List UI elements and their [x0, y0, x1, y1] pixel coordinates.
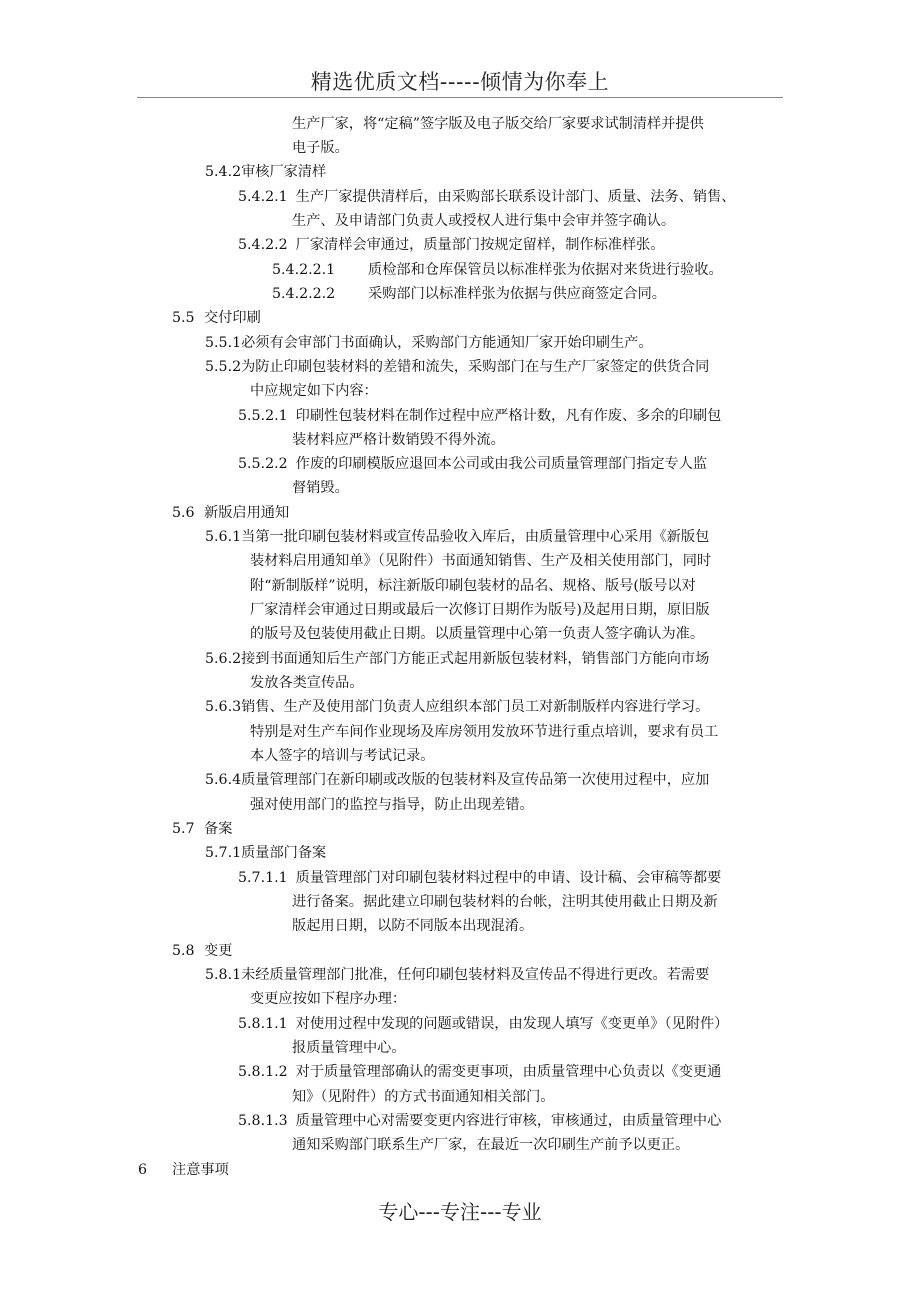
section-5-8-1-1 — [238, 1012, 728, 1036]
section-number: 5.8.1.1 — [238, 1016, 288, 1032]
page-header: 精选优质文档-----倾情为你奉上 — [310, 70, 610, 94]
paragraph-line: 厂家清样会审通过日期或最后一次修订日期作为版号)及起用日期，原旧版 — [250, 602, 710, 618]
paragraph-line: 印刷性包装材料在制作过程中应严格计数，凡有作废、多余的印刷包 — [295, 408, 722, 424]
section-number: 5.8 — [172, 943, 195, 959]
section-5-6-2 — [205, 647, 709, 671]
section-heading: 审核厂家清样 — [241, 164, 327, 180]
paragraph-line: 厂家清样会审通过，质量部门按规定留样，制作标准样张。 — [295, 237, 665, 253]
section-5-5-2-1 — [238, 404, 721, 428]
section-5-4-2-2-1 — [272, 258, 723, 282]
paragraph-line: 中应规定如下内容： — [250, 383, 378, 399]
paragraph-line: 装材料应严格计数销毁不得外流。 — [292, 432, 505, 448]
section-number: 5.8.1.2 — [238, 1064, 288, 1080]
section-heading: 注意事项 — [172, 1162, 229, 1178]
section-number: 5.6.4 — [205, 772, 242, 788]
paragraph-line: 报质量管理中心。 — [292, 1040, 406, 1056]
section-number: 5.8.1 — [205, 967, 242, 983]
section-5-4-2-2 — [238, 233, 665, 257]
section-5-5-2-2 — [238, 452, 707, 476]
paragraph-line: 对于质量管理部确认的需变更事项，由质量管理中心负责以《变更通 — [295, 1064, 722, 1080]
section-number: 5.7 — [172, 821, 195, 837]
section-5-6-1 — [205, 525, 709, 549]
paragraph-line: 电子版。 — [292, 140, 349, 156]
paragraph-line: 通知采购部门联系生产厂家，在最近一次印刷生产前予以更正。 — [292, 1137, 690, 1153]
section-5-5-1 — [205, 331, 653, 355]
paragraph-line: 知》（见附件）的方式书面通知相关部门。 — [292, 1089, 555, 1105]
section-5-8-1-2 — [238, 1060, 721, 1084]
paragraph-line: 质量管理中心对需要变更内容进行审核，审核通过，由质量管理中心 — [295, 1113, 722, 1129]
section-5-6-3 — [205, 695, 709, 719]
paragraph-line: 销售、生产及使用部门负责人应组织本部门员工对新制版样内容进行学习。 — [241, 699, 710, 715]
paragraph-line: 生产厂家提供清样后，由采购部长联系设计部门、质量、法务、销售、 — [295, 189, 736, 205]
page-footer: 专心---专注---专业 — [378, 1200, 542, 1224]
paragraph-line: 质量管理部门对印刷包装材料过程中的申请、设计稿、会审稿等都要 — [295, 870, 722, 886]
paragraph-line: 版起用日期，以防不同版本出现混淆。 — [292, 918, 534, 934]
section-5-8-1 — [205, 963, 709, 987]
paragraph-line: 接到书面通知后生产部门方能正式起用新版包装材料，销售部门方能向市场 — [241, 651, 710, 667]
section-number: 6 — [138, 1162, 148, 1178]
section-5-6-4 — [205, 768, 709, 792]
section-number: 5.7.1 — [205, 845, 242, 861]
section-number: 5.6.3 — [205, 699, 242, 715]
paragraph-line: 强对使用部门的监控与指导，防止出现差错。 — [250, 797, 534, 813]
paragraph-line: 对使用过程中发现的问题或错误，由发现人填写《变更单》（见附件） — [295, 1016, 729, 1032]
section-heading: 交付印刷 — [204, 310, 261, 326]
paragraph-line: 质量管理部门在新印刷或改版的包装材料及宣传品第一次使用过程中，应加 — [241, 772, 710, 788]
section-number: 5.6 — [172, 505, 195, 521]
section-number: 5.5.2.1 — [238, 408, 288, 424]
paragraph-line: 作废的印刷模版应退回本公司或由我公司质量管理部门指定专人监 — [295, 456, 708, 472]
section-5-4-2 — [205, 160, 326, 184]
section-5-4-2-1 — [238, 185, 735, 209]
paragraph-line: 本人签字的培训与考试记录。 — [250, 748, 435, 764]
section-heading: 备案 — [204, 821, 233, 837]
paragraph-line: 为防止印刷包装材料的差错和流失，采购部门在与生产厂家签定的供货合同 — [241, 359, 710, 375]
section-number: 5.6.2 — [205, 651, 242, 667]
section-5-4-2-2-2 — [272, 282, 666, 306]
section-number: 5.4.2.2 — [238, 237, 288, 253]
section-number: 5.4.2.2.2 — [272, 286, 336, 302]
paragraph-line: 发放各类宣传品。 — [250, 675, 364, 691]
paragraph-line: 附“新制版样”说明，标注新版印刷包装材的品名、规格、版号(版号以对 — [250, 578, 696, 594]
paragraph-line: 未经质量管理部门批准，任何印刷包装材料及宣传品不得进行更改。若需要 — [241, 967, 710, 983]
section-number: 5.4.2.1 — [238, 189, 288, 205]
section-heading: 变更 — [204, 943, 233, 959]
section-number: 5.5.2.2 — [238, 456, 288, 472]
section-heading: 新版启用通知 — [204, 505, 290, 521]
section-number: 5.8.1.3 — [238, 1113, 288, 1129]
paragraph-line: 当第一批印刷包装材料或宣传品验收入库后，由质量管理中心采用《新版包 — [241, 529, 710, 545]
section-5-6 — [172, 501, 289, 525]
section-5-7 — [172, 817, 232, 841]
section-5-8 — [172, 939, 232, 963]
section-5-7-1-1 — [238, 866, 721, 890]
section-number: 5.5.2 — [205, 359, 242, 375]
paragraph-line: 特别是对生产车间作业现场及库房领用发放环节进行重点培训，要求有员工 — [250, 724, 719, 740]
section-number: 5.7.1.1 — [238, 870, 288, 886]
section-5-5 — [172, 306, 261, 330]
paragraph-line: 采购部门以标准样张为依据与供应商签定合同。 — [368, 286, 666, 302]
section-number: 5.5.1 — [205, 335, 242, 351]
section-5-5-2 — [205, 355, 709, 379]
section-6 — [138, 1158, 229, 1182]
paragraph-line: 进行备案。据此建立印刷包装材料的台帐，注明其使用截止日期及新 — [292, 894, 718, 910]
section-number: 5.4.2.2.1 — [272, 262, 336, 278]
section-heading: 质量部门备案 — [241, 845, 327, 861]
section-5-8-1-3 — [238, 1109, 721, 1133]
paragraph-line: 装材料启用通知单》（见附件）书面通知销售、生产及相关使用部门，同时 — [250, 553, 712, 569]
section-number: 5.4.2 — [205, 164, 242, 180]
paragraph-line: 变更应按如下程序办理： — [250, 991, 407, 1007]
paragraph-line: 督销毁。 — [292, 480, 349, 496]
section-number: 5.6.1 — [205, 529, 242, 545]
paragraph-line: 必须有会审部门书面确认，采购部门方能通知厂家开始印刷生产。 — [241, 335, 653, 351]
paragraph-line: 生产厂家，将“定稿”签字版及电子版交给厂家要求试制清样并提供 — [292, 116, 704, 132]
section-5-7-1 — [205, 841, 326, 865]
section-number: 5.5 — [172, 310, 195, 326]
paragraph-line: 的版号及包装使用截止日期。以质量管理中心第一负责人签字确认为准。 — [250, 626, 705, 642]
paragraph-line: 质检部和仓库保管员以标准样张为依据对来货进行验收。 — [368, 262, 723, 278]
paragraph-line: 生产、及申请部门负责人或授权人进行集中会审并签字确认。 — [292, 213, 676, 229]
